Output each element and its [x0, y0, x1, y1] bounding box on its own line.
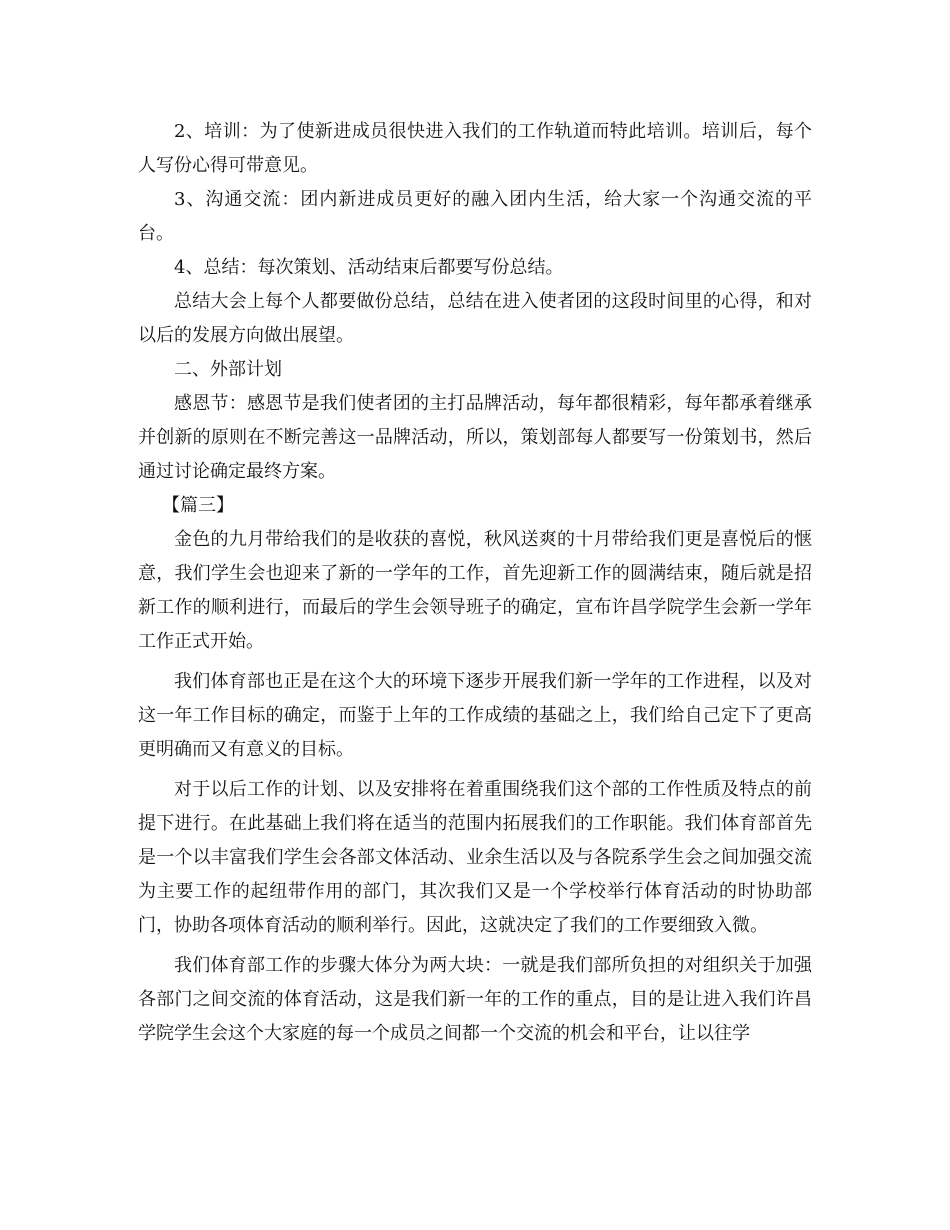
paragraph-future-plan: 对于以后工作的计划、以及安排将在着重围绕我们这个部的工作性质及特点的前提下进行。在此基础上我们将在适当的范围内拓展我们的工作职能。我们体育部首先是一个以丰富我们学生会各部文体活动、业余生活以及与各院系学生会之间加强交流为主要工作的起纽带作用的部门，其次我们又是一个学校举行体育活动的时协助部门，协助各项体育活动的顺利举行。因此，这就决定了我们的工作要细致入微。 — [138, 779, 812, 936]
paragraph-thanksgiving: 感恩节：感恩节是我们使者团的主打品牌活动，每年都很精彩，每年都承着继承并创新的原则在不断完善这一品牌活动，所以，策划部每人都要写一份策划书，然后通过讨论确定最终方案。 — [138, 393, 812, 482]
paragraph-summary: 4、总结：每次策划、活动结束后都要写份总结。 — [174, 257, 564, 278]
paragraph-training: 2、培训：为了使新进成员很快进入我们的工作轨道而特此培训。培训后，每个人写份心得可带意见。 — [138, 121, 812, 176]
section-heading-part-three: 【篇三】 — [162, 495, 234, 516]
section-heading-external-plan: 二、外部计划 — [174, 359, 282, 380]
paragraph-golden-september: 金色的九月带给我们的是收获的喜悦，秋风送爽的十月带给我们更是喜悦后的惬意，我们学生会也迎来了新的一学年的工作，首先迎新工作的圆满结束，随后就是招新工作的顺利进行，而最后的学生会领导班子的确定，宣布许昌学院学生会新一学年工作正式开始。 — [138, 529, 812, 652]
paragraph-sports-department: 我们体育部也正是在这个大的环境下逐步开展我们新一学年的工作进程，以及对这一年工作目标的确定，而鉴于上年的工作成绩的基础之上，我们给自己定下了更高更明确而又有意义的目标。 — [138, 671, 812, 760]
paragraph-communication: 3、沟通交流：团内新进成员更好的融入团内生活，给大家一个沟通交流的平台。 — [138, 189, 812, 244]
paragraph-work-steps: 我们体育部工作的步骤大体分为两大块：一就是我们部所负担的对组织关于加强各部门之间交流的体育活动，这是我们新一年的工作的重点，目的是让进入我们许昌学院学生会这个大家庭的每一个成员之间都一个交流的机会和平台，让以往学 — [138, 955, 812, 1044]
paragraph-summary-meeting: 总结大会上每个人都要做份总结，总结在进入使者团的这段时间里的心得，和对以后的发展方向做出展望。 — [138, 291, 812, 346]
document-page — [138, 115, 812, 1051]
